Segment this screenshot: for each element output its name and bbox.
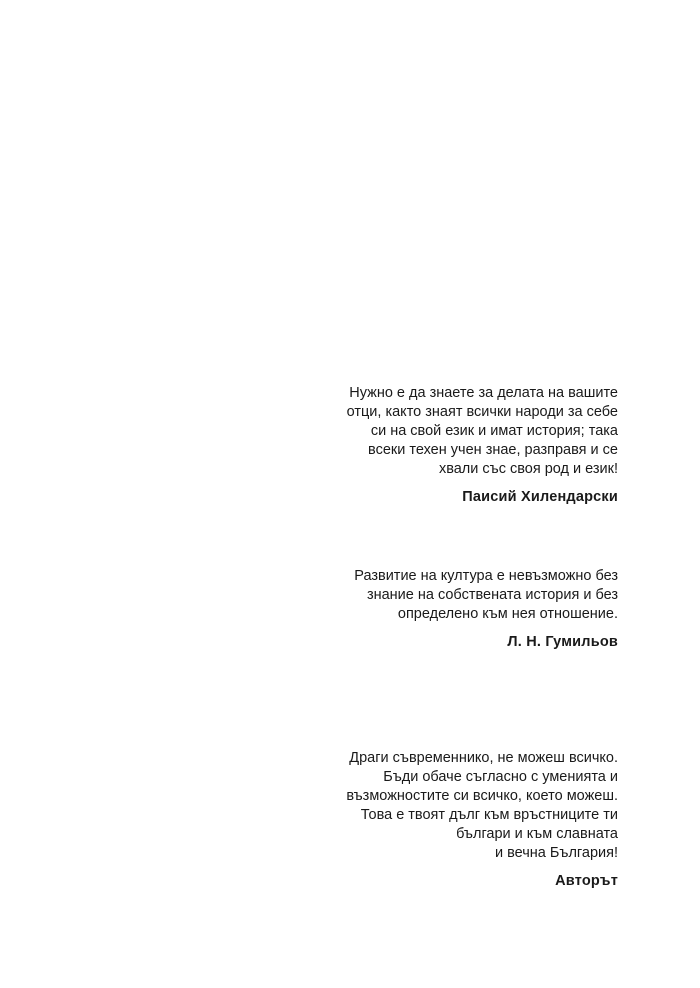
quote-author: Авторът — [555, 873, 618, 889]
quote-line: отци, както знаят всички народи за себе — [346, 404, 618, 420]
epigraph-author — [346, 749, 618, 891]
quote-author: Л. Н. Гумильов — [507, 634, 618, 650]
epigraph-paisiy — [347, 384, 618, 507]
quote-line: Драги съвременнико, не можеш всичко. — [349, 750, 618, 766]
quote-line: Това е твоят дълг към връстниците ти — [360, 807, 618, 823]
quote-line: всеки техен учен знае, разправя и се — [368, 442, 618, 458]
quote-line: определено към нея отношение. — [397, 606, 618, 622]
quote-line: българи и към славната — [456, 826, 618, 842]
quote-line: Развитие на култура е невъзможно без — [354, 568, 618, 584]
epigraph-gumilev — [354, 567, 618, 652]
quote-line: Бъди обаче съгласно с уменията и — [383, 769, 618, 785]
quote-line: хвали със своя род и език! — [438, 461, 618, 477]
quote-line: Нужно е да знаете за делата на вашите — [349, 385, 618, 401]
quote-author: Паисий Хилендарски — [462, 489, 618, 505]
quote-line: възможностите си всичко, което можеш. — [346, 788, 618, 804]
quote-line: знание на собствената история и без — [366, 587, 618, 603]
quote-line: си на свой език и имат история; така — [370, 423, 618, 439]
quote-line: и вечна България! — [494, 845, 618, 861]
